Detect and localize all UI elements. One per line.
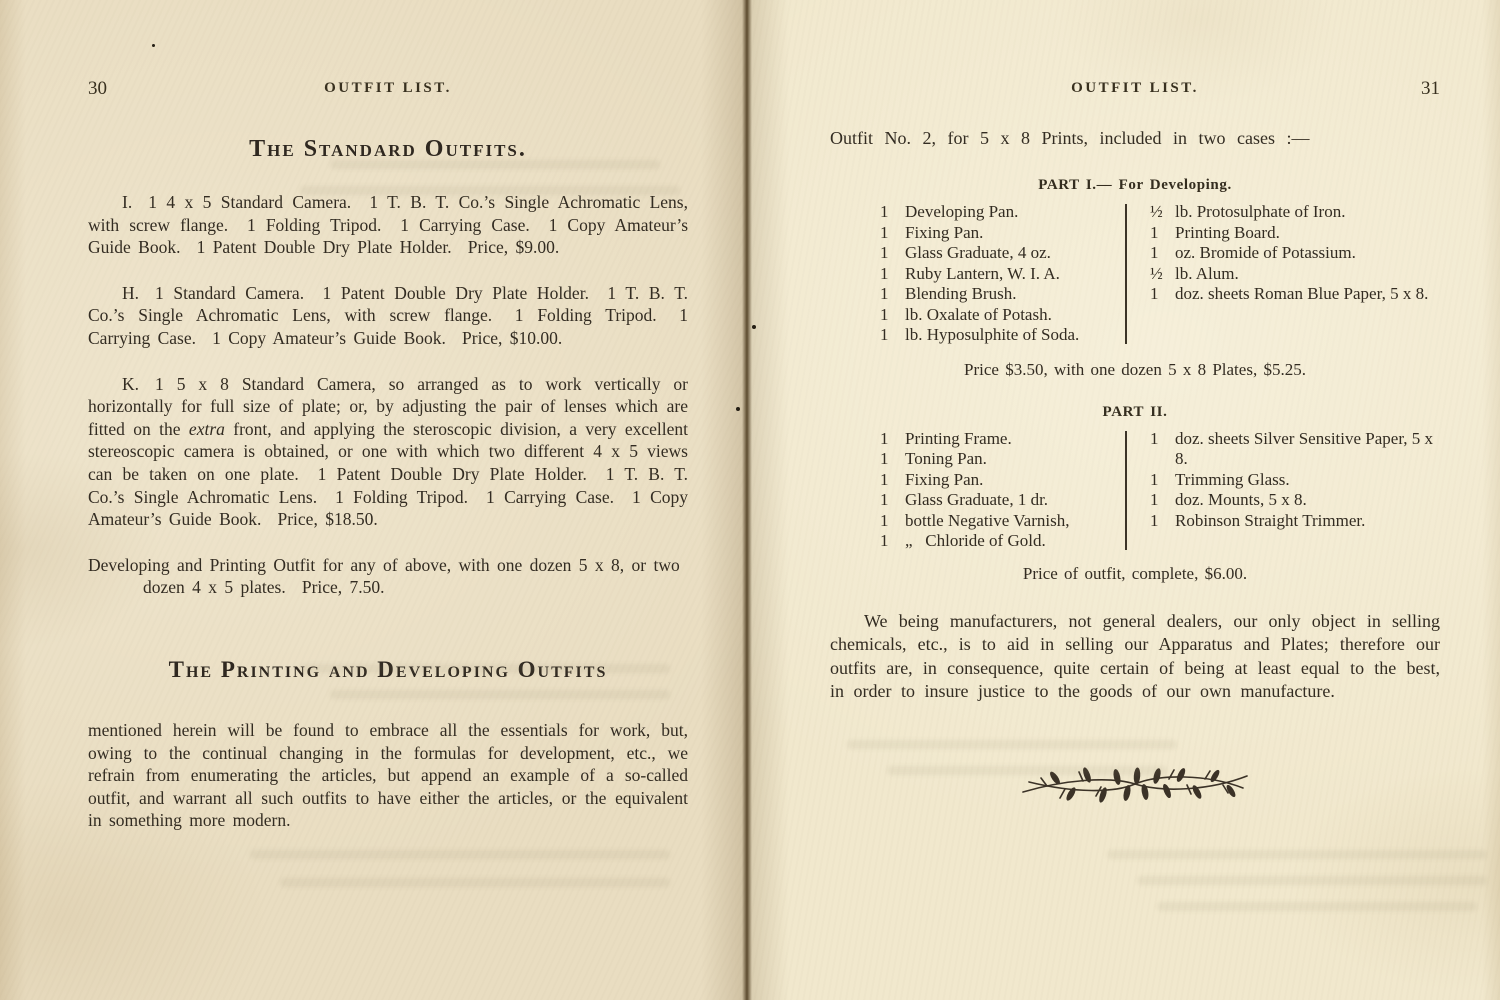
item-name: Fixing Pan. [905,469,984,489]
outfit-item [1150,202,1440,223]
page-30 [0,0,747,1000]
outfit-item [880,284,1125,305]
outfit-text: front, and applying the steroscopic division, a very excellent stereoscopic camera is obtained, or one with which two different 4 x 5 views can be taken on one plate. 1 Patent Double Dry Plate Holder. 1 T. B. T. Co.’s Single Achromatic Lens. 1 Folding Tripod. 1 Carrying Case. 1 Copy Amateur’s Guide Book. Price, $18.50. [88,418,689,530]
item-name: bottle Negative Varnish, [905,510,1070,530]
part2-left-column [830,429,1125,552]
outfit-item [1150,511,1440,532]
show-through-text [1157,902,1477,911]
running-head: OUTFIT LIST. [324,80,452,96]
page-31-content [830,80,1440,815]
part1-table [830,202,1440,346]
outfit-paragraph-h [88,282,688,350]
part2-heading: PART II. [1102,403,1168,420]
item-name: doz. sheets Silver Sensitive Paper, 5 x 8. [1175,428,1434,468]
item-name: Toning Pan. [905,449,987,468]
outfit-no2-intro: Outfit No. 2, for 5 x 8 Prints, included in two cases :— [830,128,1310,148]
outfit-label: H. [122,282,140,303]
outfit-item [880,202,1125,223]
outfit-text: 1 4 x 5 Standard Camera. 1 T. B. T. Co.’s Single Achromatic Lens, with screw flange. 1 Folding Tripod. 1 Carrying Case. 1 Copy Amateur’s Guide Book. 1 Patent Double Dry Plate Holder. Price, $9.00. [88,192,688,258]
book-gutter [742,0,752,1000]
item-quantity: 1 [1150,222,1159,242]
closing-paragraph: We being manufacturers, not general dealers, our only object in selling chemicals, etc., is to aid in selling our Apparatus and Plates; therefore our outfits are, in consequence, quite certain of being at least equal to the best, in order to insure justice to the goods of our own manufacture. [830,610,1440,701]
outfit-item [1150,429,1440,470]
item-quantity: 1 [1150,510,1159,530]
item-quantity: 1 [880,469,889,489]
item-name: Robinson Straight Trimmer. [1175,510,1366,530]
outfit-text: 1 5 x 8 Standard Camera, so arranged as to work vertically or horizontally for full size of plate; or, by adjusting the pair of lenses which are fitted on the [88,373,688,439]
outfit-item [880,264,1125,285]
item-quantity: ½ [1150,202,1163,221]
item-quantity: 1 [1150,490,1159,509]
item-quantity: 1 [1150,243,1159,262]
item-name: Glass Graduate, 1 dr. [905,490,1049,509]
item-name: Developing Pan. [905,202,1019,221]
item-quantity: 1 [880,510,889,530]
item-quantity: 1 [880,531,889,550]
item-name: lb. Alum. [1175,263,1239,283]
paper-speck [152,44,155,47]
outfit-item [880,531,1125,552]
part1-heading: PART I.— For Developing. [1038,177,1232,193]
item-quantity: ½ [1150,263,1163,283]
item-quantity: 1 [880,284,889,303]
show-through-text [1137,876,1487,885]
item-name: lb. Hyposulphite of Soda. [905,325,1080,344]
show-through-text [300,664,670,673]
item-name: Printing Frame. [905,428,1012,448]
item-name: doz. Mounts, 5 x 8. [1175,490,1307,509]
page-number: 31 [1421,78,1440,99]
part1-left-column [830,202,1125,346]
item-name: Ruby Lantern, W. I. A. [905,263,1060,283]
item-quantity: 1 [880,490,889,509]
show-through-text [887,766,1167,775]
item-name: Printing Board. [1175,222,1280,242]
item-name: Blending Brush. [905,284,1017,303]
item-quantity: 1 [880,304,889,324]
show-through-text [1107,850,1487,859]
outfit-item [880,449,1125,470]
item-name: oz. Bromide of Potassium. [1175,243,1356,262]
paper-speck [736,407,740,411]
outfit-text-italic: extra [188,418,225,439]
item-quantity: 1 [880,222,889,242]
outfit-item [880,470,1125,491]
outfit-item [880,490,1125,511]
outfit-label: K. [122,373,140,394]
item-name: doz. sheets Roman Blue Paper, 5 x 8. [1175,284,1429,303]
outfit-label: I. [122,192,133,212]
page-30-header [88,80,688,106]
outfit-item [880,223,1125,244]
outfit-item [880,305,1125,326]
outfit-item [1150,223,1440,244]
item-name: Trimming Glass. [1175,469,1290,489]
page-31-header [830,80,1440,106]
show-through-text [330,160,660,169]
section-title-printing-developing: The Printing and Developing Outfits [168,656,608,682]
page-number: 30 [88,78,107,99]
outfit-item [880,511,1125,532]
item-quantity: 1 [880,243,889,262]
paper-speck [752,325,756,329]
item-name: lb. Oxalate of Potash. [905,304,1052,324]
page-31 [747,0,1500,1000]
item-name: lb. Protosulphate of Iron. [1175,202,1346,221]
outfit-item [1150,264,1440,285]
show-through-text [250,850,670,859]
item-name: Glass Graduate, 4 oz. [905,243,1051,262]
show-through-text [330,690,670,699]
outfit-item [880,243,1125,264]
item-name: „ Chloride of Gold. [905,531,1046,550]
show-through-text [300,186,680,195]
outfit-item [1150,470,1440,491]
outfit-item [1150,243,1440,264]
item-quantity: 1 [1150,469,1159,489]
item-quantity: 1 [1150,428,1159,448]
outfit-paragraph-i [88,191,688,259]
running-head: OUTFIT LIST. [1071,80,1199,96]
outfit-item [1150,284,1440,305]
section-title-standard-outfits: The Standard Outfits. [249,136,527,162]
show-through-text [280,878,670,887]
part2-table [830,429,1440,552]
developing-printing-note: Developing and Printing Outfit for any of above, with one dozen 5 x 8, or two dozen 4 x 5 plates. Price, 7.50. [88,554,680,598]
item-quantity: 1 [880,263,889,283]
outfit-paragraph-k [88,373,688,531]
continuation-paragraph: mentioned herein will be found to embrace all the essentials for work, but, owing to the continual changing in the formulas for development, etc., we refrain from enumerating the articles, but append an example of a so-called outfit, and warrant all such outfits to have either the articles, or the equivalent in something more modern. [88,719,688,831]
item-quantity: 1 [880,428,889,448]
item-quantity: 1 [880,202,889,221]
part2-right-column [1127,429,1440,552]
outfit-item [880,325,1125,346]
item-name: Fixing Pan. [905,222,984,242]
item-quantity: 1 [880,325,889,344]
part1-right-column [1127,202,1440,346]
outfit-text: 1 Standard Camera. 1 Patent Double Dry Plate Holder. 1 T. B. T. Co.’s Single Achromatic Lens, with screw flange. 1 Folding Tripod. 1 Carrying Case. 1 Copy Amateur’s Guide Book. Price, $10.00. [88,282,688,348]
part2-price: Price of outfit, complete, $6.00. [1022,563,1248,583]
outfit-item [880,429,1125,450]
show-through-text [847,740,1177,749]
item-quantity: 1 [880,449,889,468]
part1-price: Price $3.50, with one dozen 5 x 8 Plates, $5.25. [964,359,1306,379]
item-quantity: 1 [1150,284,1159,303]
outfit-item [1150,490,1440,511]
